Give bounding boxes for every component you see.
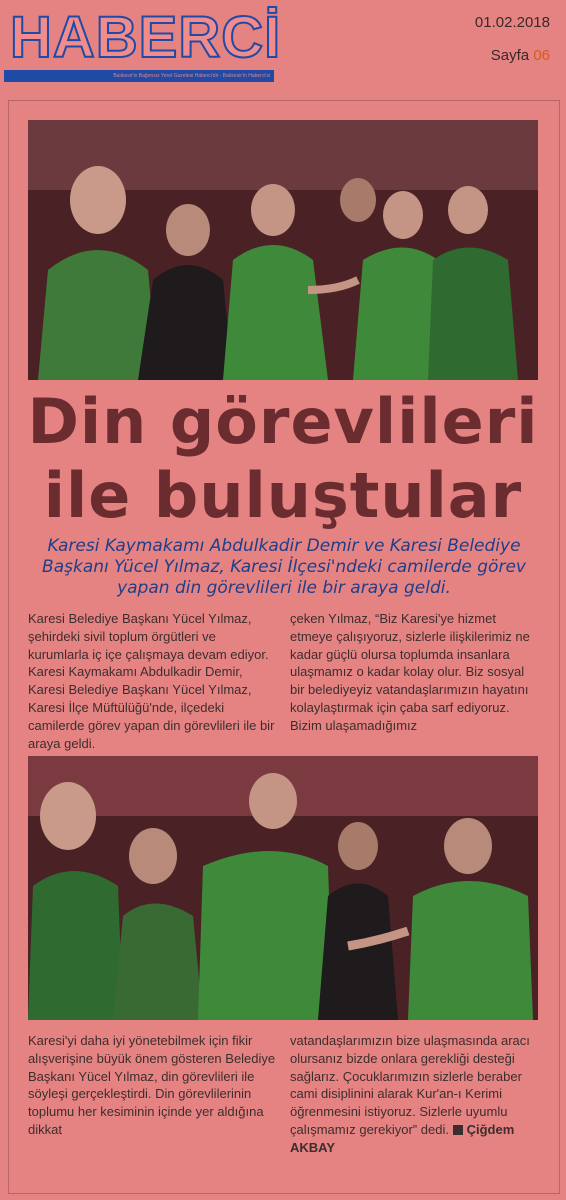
column-bottom-right-text: vatandaşlarımızın bize ulaşmasında aracı olursanız bizde onlara gerekliği desteği sağlarız. Çocuklarımızın sizlerle beraber cami disiplinini alarak Kur'an-ı Kerimi öğrenmesini istiyoruz. Sizlerle uyumlu çalışmamız gerekiyor” dedi. [290, 1033, 530, 1137]
bottom-photo [28, 756, 538, 1020]
top-photo [28, 120, 538, 380]
headline-line-2: ile buluştular [43, 459, 523, 532]
newspaper-logo: HABERCİ [10, 5, 282, 70]
article-lead: Karesi Kaymakamı Abdulkadir Demir ve Karesi Belediye Başkanı Yücel Yılmaz, Karesi İlçesi'ndeki camilerde görev yapan din görevlileri ile bir araya geldi. [42, 536, 526, 598]
page-label: Sayfa [490, 47, 530, 64]
bottom-photo-illustration [28, 756, 538, 1020]
column-bottom-left: Karesi'yi daha iyi yönetebilmek için fikir alışverişine büyük önem gösteren Belediye Başkanı Yücel Yılmaz, din görevlileri ile söyleşi gerçekleştirdi. Din görevlilerinin toplumu her kesiminin içinde yer aldığına dikkat [28, 1033, 276, 1137]
byline-author: Çiğdem AKBAY [290, 1121, 515, 1155]
page-number-value: 06 [533, 47, 550, 64]
page-number [491, 47, 550, 64]
column-bottom-right [290, 1032, 540, 1157]
column-top-left: Karesi Belediye Başkanı Yücel Yılmaz, şehirdeki sivil toplum örgütleri ve kurumlarla iç içe çalışmaya devam ediyor. Karesi Kaymakamı Abdulkadir Demir, Karesi Belediye Başkanı Yücel Yılmaz, Karesi İlçe Müftülüğü'nde, ilçedeki camilerde görev yapan din görevlileri ile bir araya geldi. [28, 611, 275, 751]
masthead [4, 4, 282, 84]
logo-tagline-bar [4, 70, 274, 82]
top-photo-illustration [28, 120, 538, 380]
logo-tagline: Balıkesir'in Bağımsız Yerel Gazetesi Haberci'dir - Balıkesir'in Haberci'si [113, 73, 270, 79]
headline-line-1: Din görevlileri [27, 385, 539, 458]
column-top-right: çeken Yılmaz, “Biz Karesi'ye hizmet etmeye çalışıyoruz, sizlerle ilişkilerimiz ne kadar güçlü olursa toplumda insanlara ulaşmamız o kadar kolay olur. Biz sosyal bir belediyeyiz vatandaşlarımızın hayatını kolaylaştırmak için çaba sarf ediyoruz. Bizim ulaşamadığımız [290, 611, 530, 733]
issue-date: 01.02.2018 [474, 14, 550, 31]
byline-square-icon [453, 1125, 463, 1135]
